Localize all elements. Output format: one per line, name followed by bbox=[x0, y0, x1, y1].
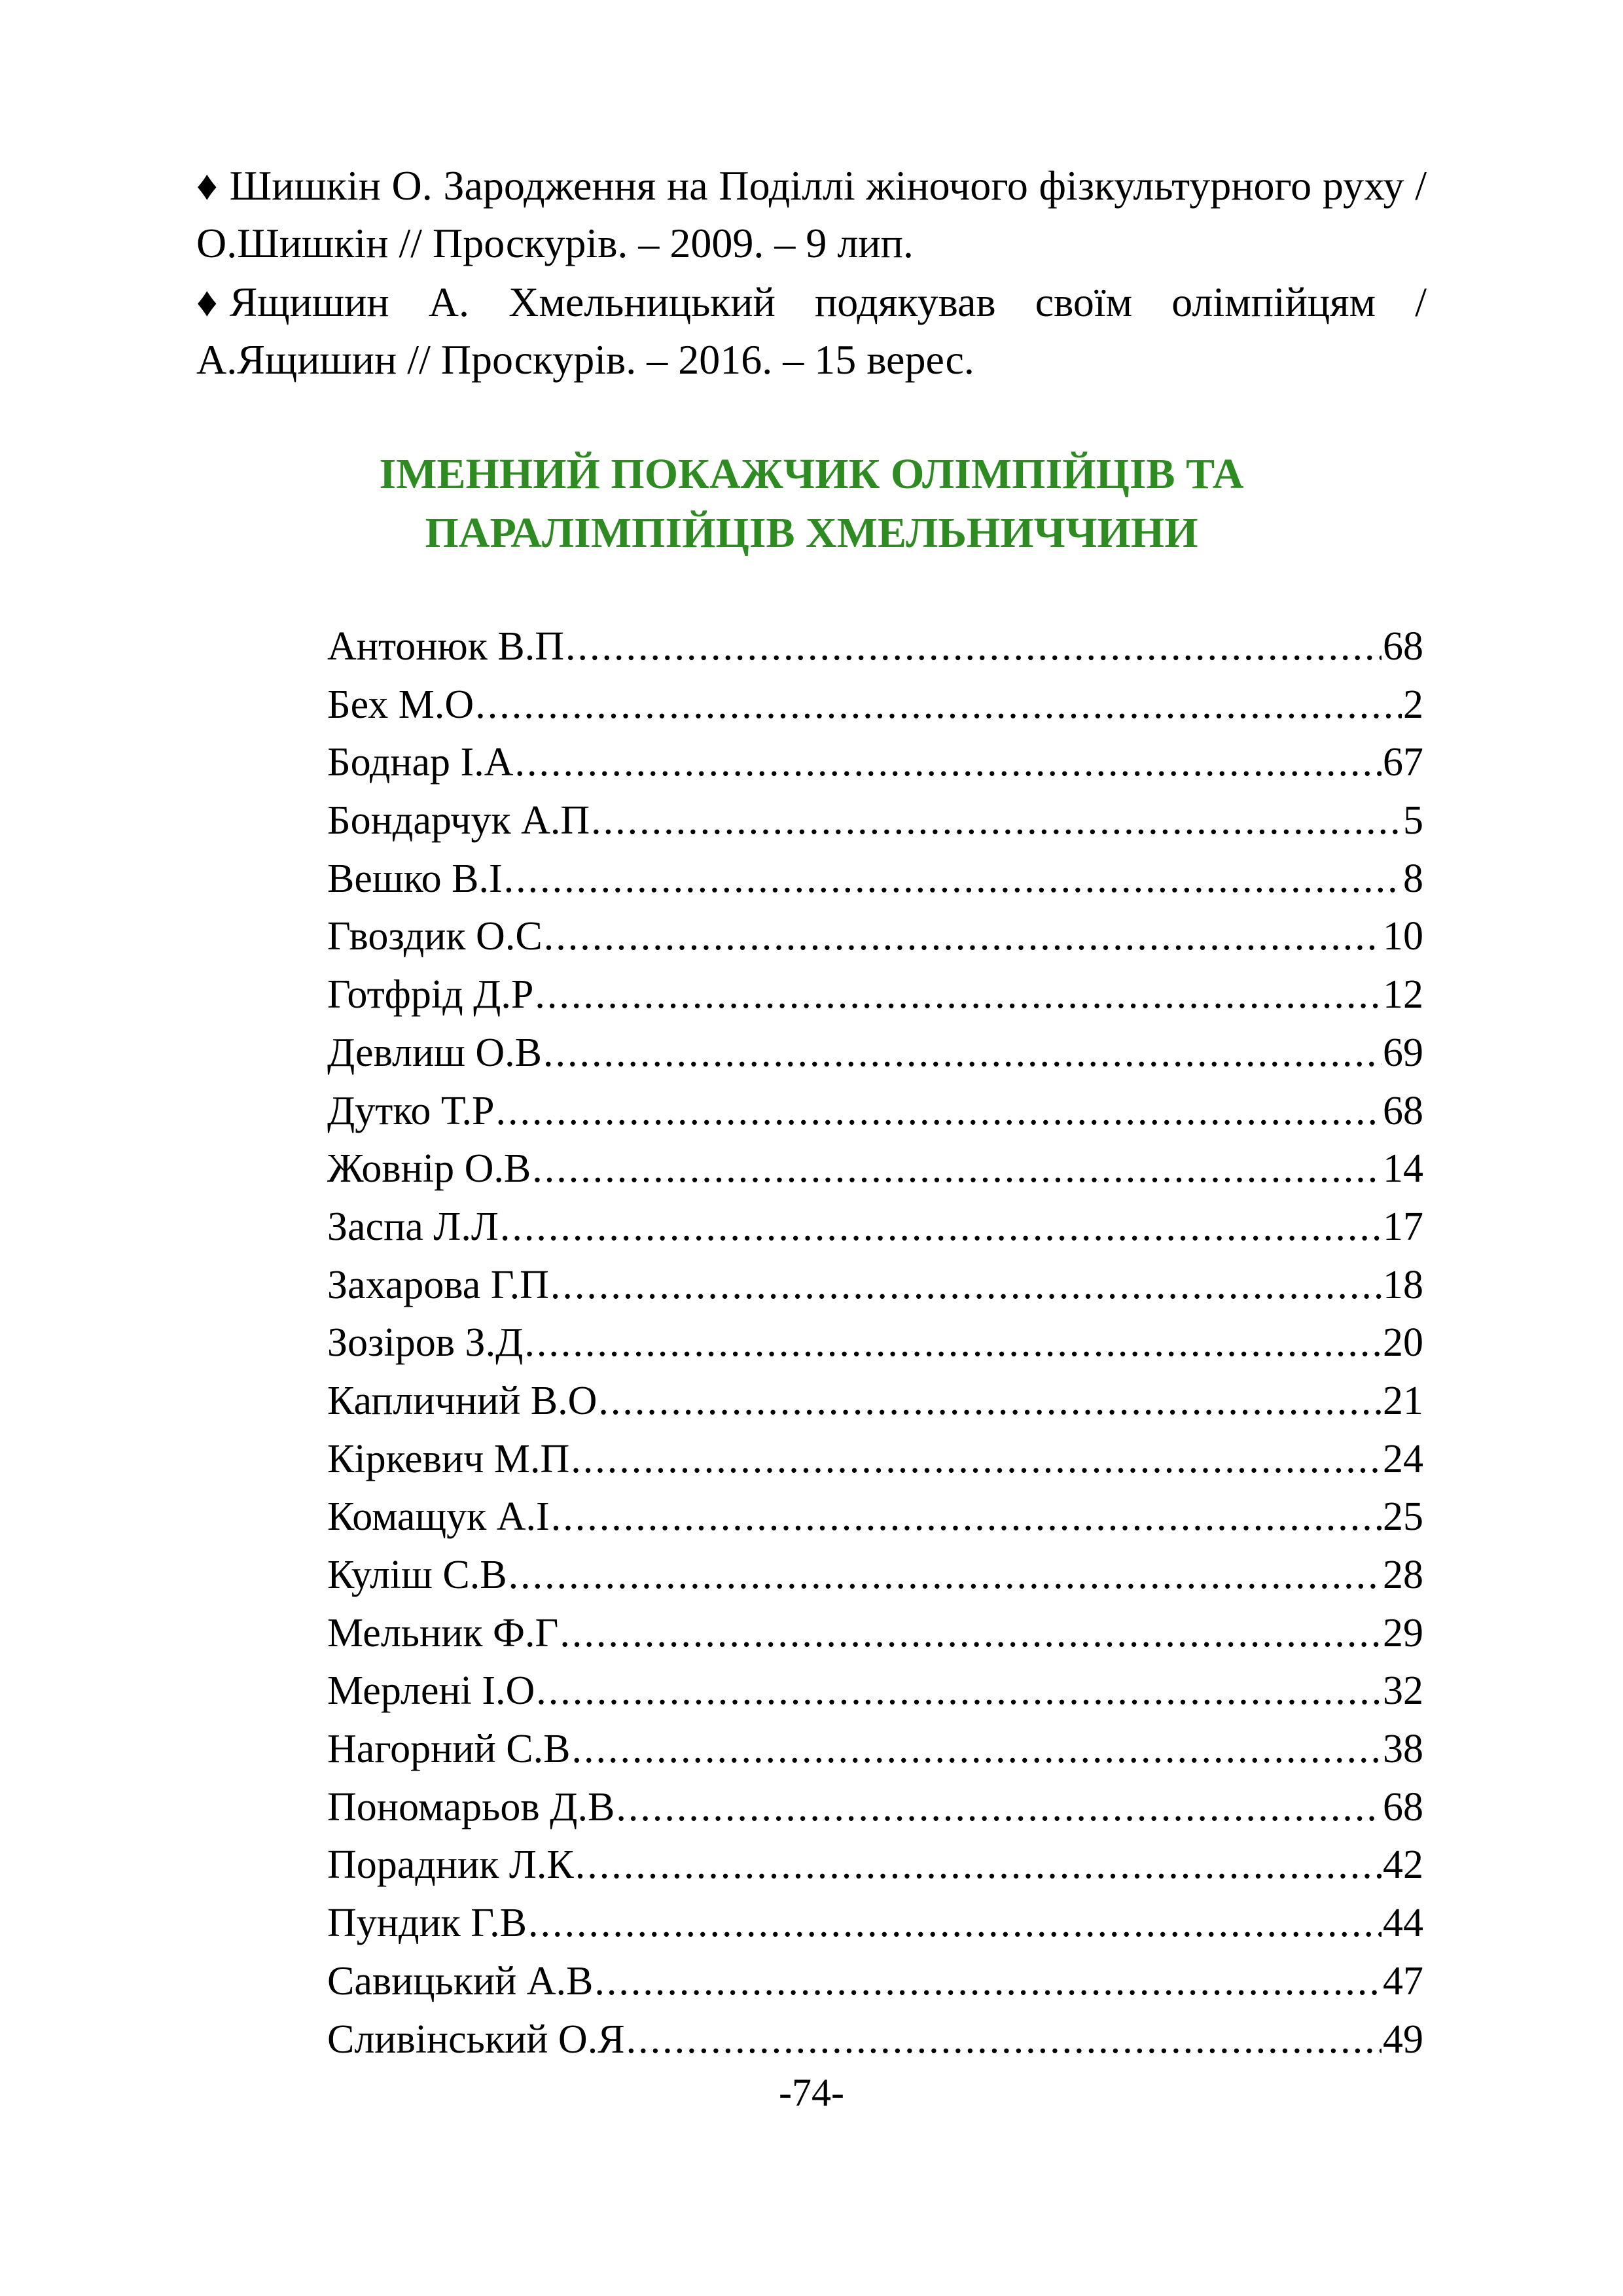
index-entry-page: 47 bbox=[1383, 1958, 1423, 2004]
dot-leader bbox=[550, 1256, 1382, 1315]
index-entry-name: Пундик Г.В bbox=[327, 1901, 527, 1946]
index-entry-name: Жовнір О.В bbox=[327, 1146, 531, 1192]
reference-item bbox=[196, 274, 1427, 389]
index-entry bbox=[327, 2011, 1423, 2069]
index-entry-page: 18 bbox=[1383, 1262, 1423, 1307]
dot-leader bbox=[535, 966, 1382, 1024]
dot-leader bbox=[626, 2011, 1382, 2069]
name-index bbox=[327, 618, 1423, 2068]
diamond-bullet-icon: ♦ bbox=[196, 162, 218, 209]
index-entry-page: 32 bbox=[1383, 1669, 1423, 1714]
index-entry-page: 12 bbox=[1383, 972, 1423, 1017]
index-entry-page: 24 bbox=[1383, 1436, 1423, 1481]
index-entry bbox=[327, 1952, 1423, 2011]
index-entry bbox=[327, 1198, 1423, 1256]
index-entry-page: 20 bbox=[1383, 1320, 1423, 1366]
index-entry-page: 68 bbox=[1383, 1088, 1423, 1133]
index-entry-name: Нагорний С.В bbox=[327, 1727, 571, 1772]
index-entry-name: Мельник Ф.Г bbox=[327, 1610, 559, 1655]
index-entry bbox=[327, 1140, 1423, 1198]
heading-line-2: ПАРАЛІМПІЙЦІВ ХМЕЛЬНИЧЧИНИ bbox=[425, 509, 1198, 557]
dot-leader bbox=[544, 908, 1382, 966]
index-entry bbox=[327, 966, 1423, 1024]
index-entry bbox=[327, 850, 1423, 908]
index-entry-name: Мерлені І.О bbox=[327, 1669, 535, 1714]
reference-text: Ящишин А. Хмельницький подякував своїм олімпійцям / А.Ящишин // Проскурів. – 2016. – 15 верес. bbox=[196, 279, 1427, 383]
dot-leader bbox=[565, 618, 1382, 676]
index-entry-name: Захарова Г.П bbox=[327, 1262, 549, 1307]
diamond-bullet-icon: ♦ bbox=[196, 279, 218, 325]
dot-leader bbox=[475, 676, 1402, 734]
dot-leader bbox=[528, 1894, 1382, 1952]
index-entry-page: 29 bbox=[1383, 1610, 1423, 1655]
dot-leader bbox=[594, 1952, 1382, 2011]
index-entry-page: 44 bbox=[1383, 1901, 1423, 1946]
index-entry-name: Бех М.О bbox=[327, 682, 474, 727]
references-list bbox=[196, 157, 1427, 390]
index-entry bbox=[327, 733, 1423, 792]
index-entry bbox=[327, 618, 1423, 676]
index-entry bbox=[327, 1662, 1423, 1720]
index-entry bbox=[327, 1082, 1423, 1140]
index-entry-name: Девлиш О.В bbox=[327, 1030, 543, 1075]
index-entry-name: Савицький А.В bbox=[327, 1958, 594, 2004]
index-entry bbox=[327, 1372, 1423, 1430]
index-entry-page: 25 bbox=[1383, 1494, 1423, 1540]
dot-leader bbox=[504, 850, 1402, 908]
index-entry-page: 68 bbox=[1383, 624, 1423, 669]
section-heading bbox=[196, 445, 1427, 563]
index-entry-page: 8 bbox=[1403, 856, 1423, 901]
index-entry bbox=[327, 1256, 1423, 1315]
index-entry bbox=[327, 1024, 1423, 1082]
index-entry-name: Кіркевич М.П bbox=[327, 1436, 570, 1481]
index-entry-page: 38 bbox=[1383, 1727, 1423, 1772]
dot-leader bbox=[500, 1198, 1382, 1256]
page-number: -74- bbox=[779, 2071, 844, 2114]
index-entry bbox=[327, 1720, 1423, 1778]
index-entry-page: 17 bbox=[1383, 1204, 1423, 1249]
dot-leader bbox=[571, 1720, 1382, 1778]
index-entry-name: Антонюк В.П bbox=[327, 624, 564, 669]
index-entry-name: Бондарчук А.П bbox=[327, 798, 590, 843]
index-entry bbox=[327, 792, 1423, 850]
dot-leader bbox=[551, 1488, 1382, 1546]
index-entry-page: 28 bbox=[1383, 1553, 1423, 1597]
index-entry-page: 49 bbox=[1383, 2017, 1423, 2062]
index-entry-name: Готфрід Д.Р bbox=[327, 972, 534, 1017]
dot-leader bbox=[514, 733, 1382, 792]
index-entry-page: 68 bbox=[1383, 1784, 1423, 1829]
index-entry-page: 14 bbox=[1383, 1146, 1423, 1192]
index-entry-name: Боднар І.А bbox=[327, 740, 514, 785]
index-entry-name: Дутко Т.Р bbox=[327, 1088, 495, 1133]
index-entry-name: Комащук А.І bbox=[327, 1494, 550, 1540]
dot-leader bbox=[616, 1778, 1382, 1837]
dot-leader bbox=[598, 1372, 1382, 1430]
index-entry-name: Куліш С.В bbox=[327, 1553, 507, 1597]
index-entry-name: Порадник Л.К bbox=[327, 1843, 574, 1888]
index-entry-name: Заспа Л.Л bbox=[327, 1204, 499, 1249]
dot-leader bbox=[508, 1546, 1382, 1604]
index-entry bbox=[327, 1488, 1423, 1546]
dot-leader bbox=[560, 1604, 1382, 1663]
dot-leader bbox=[536, 1662, 1382, 1720]
dot-leader bbox=[571, 1430, 1382, 1489]
index-entry-name: Зозіров З.Д bbox=[327, 1320, 524, 1366]
index-entry bbox=[327, 908, 1423, 966]
index-entry bbox=[327, 1314, 1423, 1372]
dot-leader bbox=[532, 1140, 1382, 1198]
index-entry-page: 5 bbox=[1403, 798, 1423, 843]
reference-text: Шишкін О. Зародження на Поділлі жіночого фізкультурного руху / О.Шишкін // Проскурів. – 2009. – 9 лип. bbox=[196, 162, 1427, 266]
index-entry-page: 69 bbox=[1383, 1030, 1423, 1075]
dot-leader bbox=[524, 1314, 1382, 1372]
index-entry-name: Вешко В.І bbox=[327, 856, 503, 901]
index-entry bbox=[327, 1778, 1423, 1837]
index-entry bbox=[327, 1894, 1423, 1952]
index-entry bbox=[327, 1836, 1423, 1894]
reference-item bbox=[196, 157, 1427, 272]
dot-leader bbox=[575, 1836, 1382, 1894]
index-entry-page: 21 bbox=[1383, 1378, 1423, 1423]
index-entry bbox=[327, 1546, 1423, 1604]
index-entry-name: Сливінський О.Я bbox=[327, 2017, 625, 2062]
dot-leader bbox=[543, 1024, 1382, 1082]
index-entry bbox=[327, 1604, 1423, 1663]
index-entry-name: Капличний В.О bbox=[327, 1378, 597, 1423]
index-entry-page: 67 bbox=[1383, 740, 1423, 785]
heading-line-1: ІМЕННИЙ ПОКАЖЧИК ОЛІМПІЙЦІВ ТА bbox=[379, 450, 1244, 498]
index-entry-name: Гвоздик О.С bbox=[327, 914, 543, 959]
index-entry-page: 42 bbox=[1383, 1843, 1423, 1888]
index-entry bbox=[327, 1430, 1423, 1489]
dot-leader bbox=[496, 1082, 1382, 1140]
dot-leader bbox=[591, 792, 1402, 850]
index-entry bbox=[327, 676, 1423, 734]
index-entry-page: 10 bbox=[1383, 914, 1423, 959]
index-entry-page: 2 bbox=[1403, 682, 1423, 727]
index-entry-name: Пономарьов Д.В bbox=[327, 1784, 615, 1829]
